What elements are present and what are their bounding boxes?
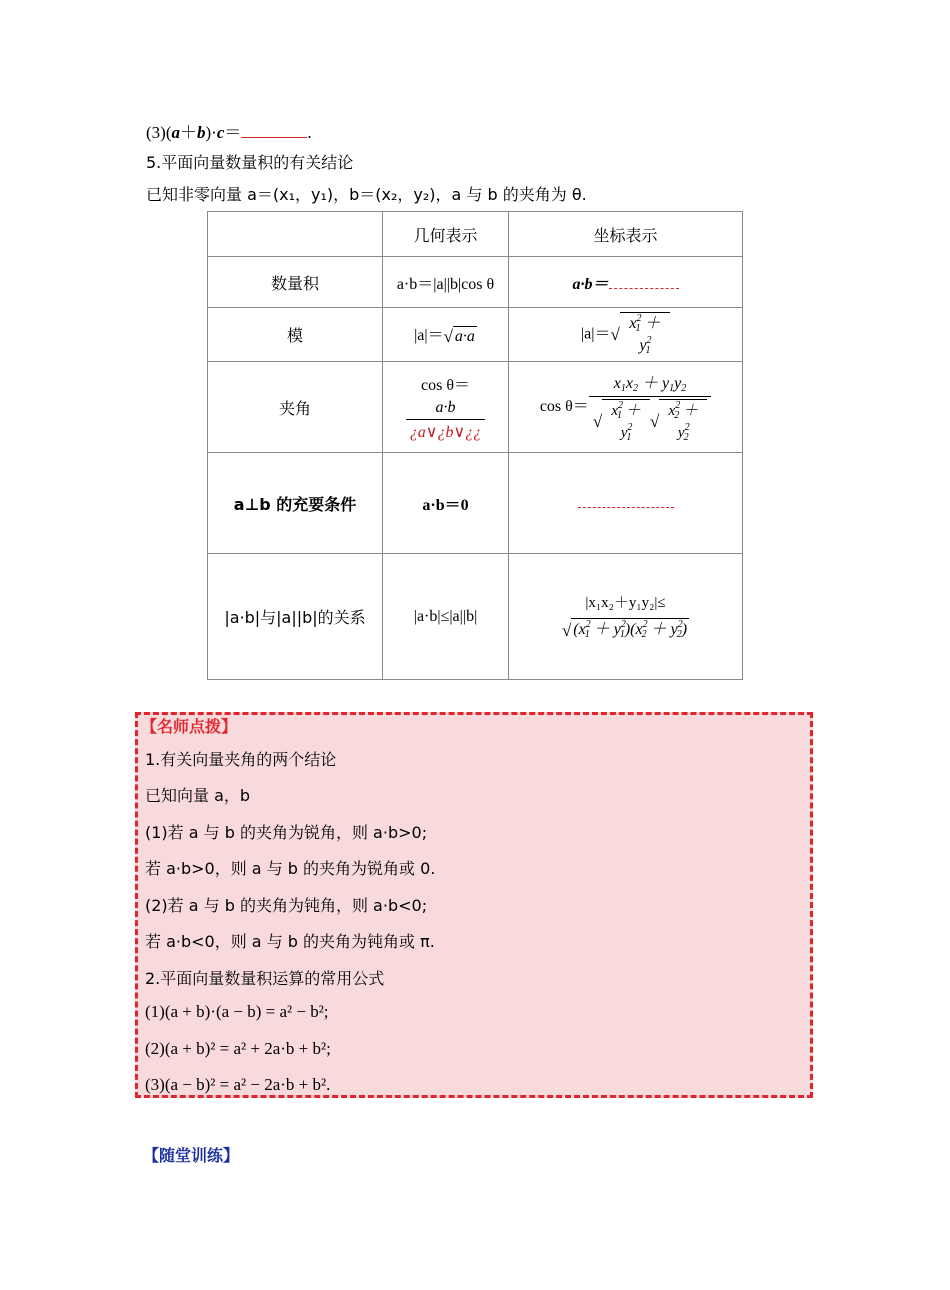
table-header-empty — [208, 212, 383, 257]
tip-line: 若 a·b<0，则 a 与 b 的夹角为钝角或 π. — [145, 932, 435, 951]
table-header-coordinate: 坐标表示 — [509, 212, 743, 257]
item-3-line: (3)(a＋b)·c＝ . — [146, 123, 312, 142]
sqrt-symbol: √ $(x^2_1 + y^2_1)(x^2_2 + y^2_2)$ — [561, 619, 688, 641]
practice-section-title: 【随堂训练】 — [143, 1146, 240, 1165]
row-label-perpendicular: a⊥b 的充要条件 — [208, 453, 383, 554]
angle-fraction: $\frac{a\cdot b}{¿a\vee¿b\vee¿¿}$ — [406, 399, 485, 442]
tip-formula: (2)(a + b)² = a² + 2a·b + b²; — [145, 1039, 331, 1058]
coord-magnitude-cell: |a|＝ √ $x^2_1 + y^2_1$ — [509, 308, 743, 362]
sqrt-symbol: √ $x^2_1 + y^2_1$ — [610, 312, 670, 358]
coord-perpendicular-cell — [509, 453, 743, 554]
coord-angle-cell: cos θ＝ $x_1x_2 + y_1y_2$ √ $x^2_1 + y^2_1$ √ $x^2_2 + y^2_2$ — [509, 362, 743, 453]
row-label-magnitude: 模 — [208, 308, 383, 362]
tip-formula: (1)(a + b)·(a − b) = a² − b²; — [145, 1002, 329, 1021]
row-label-angle: 夹角 — [208, 362, 383, 453]
given-line: 已知非零向量 a＝(x₁，y₁)，b＝(x₂，y₂)，a 与 b 的夹角为 θ. — [146, 185, 587, 204]
tip-formula: (3)(a − b)² = a² − 2a·b + b². — [145, 1075, 331, 1094]
geom-magnitude-cell: |a|＝ √ a·a — [383, 308, 509, 362]
vector-dot-product-table — [207, 211, 743, 680]
answer-blank[interactable] — [578, 499, 674, 508]
section-5-title: 5.平面向量数量积的有关结论 — [146, 153, 354, 172]
answer-blank[interactable] — [241, 123, 307, 138]
coord-angle-fraction: $x_1x_2 + y_1y_2$ √ $x^2_1 + y^2_1$ √ $x^2_2 + y^2_2$ — [589, 370, 711, 445]
coord-inequality-cell: |x₁x₂＋y₁y₂|≤ √ $(x^2_1 + y^2_1)(x^2_2 + y^2_2)$ — [509, 554, 743, 680]
row-label-inequality: |a·b|与|a||b|的关系 — [208, 554, 383, 680]
answer-blank[interactable] — [609, 280, 679, 289]
teacher-tips-title: 【名师点拨】 — [141, 717, 238, 736]
geom-perpendicular: a·b＝0 — [383, 453, 509, 554]
row-label-dot-product: 数量积 — [208, 257, 383, 308]
tip-line: 2.平面向量数量积运算的常用公式 — [145, 969, 385, 988]
tip-line: (2)若 a 与 b 的夹角为钝角，则 a·b<0; — [145, 896, 428, 915]
table-header-geometric: 几何表示 — [383, 212, 509, 257]
tip-line: 已知向量 a，b — [145, 786, 251, 805]
tip-line: 若 a·b>0，则 a 与 b 的夹角为锐角或 0. — [145, 859, 436, 878]
geom-angle-cell: cos θ＝ $\frac{a\cdot b}{¿a\vee¿b\vee¿¿}$ — [383, 362, 509, 453]
sqrt-symbol: √ a·a — [443, 326, 475, 346]
geom-dot-product: a·b＝|a||b|cos θ — [383, 257, 509, 308]
tip-line: 1.有关向量夹角的两个结论 — [145, 750, 337, 769]
geom-inequality: |a·b|≤|a||b| — [383, 554, 509, 680]
tip-line: (1)若 a 与 b 的夹角为锐角，则 a·b>0; — [145, 823, 428, 842]
coord-dot-product-cell: a·b＝ — [509, 257, 743, 308]
